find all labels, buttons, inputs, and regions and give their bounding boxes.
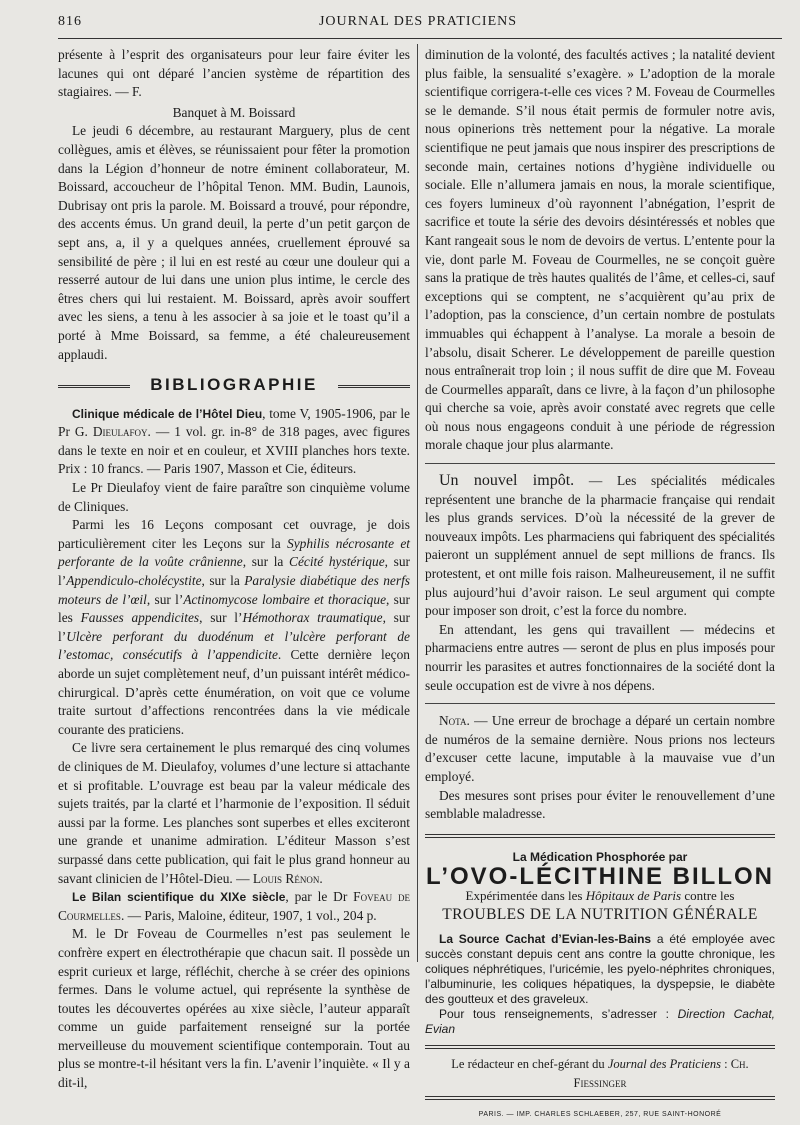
entry-2-author: Foveau de Courmelles (58, 889, 410, 923)
text-run: contre les (681, 887, 735, 903)
italic-text: Hôpitaux de Paris (585, 887, 682, 903)
text-run: Expérimentée dans les (465, 887, 586, 903)
header-rule (58, 38, 782, 39)
ad-contact (425, 1007, 775, 1037)
italic-text: Direction Cachat, Evian (425, 1007, 775, 1037)
text-run: Ce livre sera certainement le plus remarqué des cinq volumes de cliniques de M. Dieulafoy, volumes d’une lecture si attachante et si profitable. L’ouvrage est beau par la valeur médicale des sujets traités, par la clarté et l’harmonie de l’exposition. Il séduit aussi par la forme. Les planches sont superbes et elles exciteront une grande et unanime admiration. L’éditeur Masson s’est surpassé dans cette publication, qui fait le plus grand honneur au savant clinicien de l’Hôtel-Dieu. — (58, 740, 410, 886)
text-run: , sur l’ (146, 591, 184, 607)
impot-paragraph (425, 472, 775, 621)
text-run: , sur les (58, 591, 410, 626)
printer-imprint: PARIS. — IMP. CHARLES SCHLAEBER, 257, RUE SAINT-HONORÉ (478, 1111, 722, 1119)
text-run: , sur l’ (199, 610, 243, 626)
nota-label: Nota. (439, 713, 470, 729)
entry-2-meta-b: . — Paris, Maloine, éditeur, 1907, 1 vol., 204 p. (120, 907, 377, 923)
entry-1-paragraph-2 (58, 516, 410, 739)
ad-line-1: La Médication Phosphorée par (512, 849, 688, 864)
ad-source-paragraph (425, 932, 775, 1007)
intro-paragraph: présente à l’esprit des organisateurs pour leur faire éviter les lacunes qui ont déparé l’ancien système de répartition des stagiaires. — F. (58, 47, 410, 100)
impot-text: — Les spécialités médicales représentent une branche de la pharmacie française qui rendait les plus grands services. D’où la nécessité de la grever de nouveaux impôts. Les pharmaciens qui fabriquent des spécialités paieront un supplément annuel de sept millions de francs. Ils protestent, et ont mille fois raison. Malheureusement, il ne suffit plus aujourd’hui d’avoir raison. Le seul argument qui compte pour imposer son droit, c’est la force du nombre. (425, 473, 775, 619)
italic-title: Ulcère perforant du duodénum et l’ulcère perforant de l’estomac, consécutifs à l’appendicite (58, 628, 410, 663)
banquet-heading: Banquet à M. Boissard (172, 104, 296, 120)
text-run: Parmi les 16 Leçons composant cet ouvrage, je dois particulièrement citer les Leçons sur la (58, 517, 410, 551)
right-column (425, 46, 775, 1125)
section-divider (425, 703, 775, 704)
left-column (58, 46, 410, 1093)
italic-title: Fausses appendicites (80, 610, 200, 626)
text-run: . Cette dernière leçon aborde un sujet complètement neuf, d’un puissant intérêt médico-chirurgical. D’après cette énumération, on voit que ce volume traite surtout d’affections rencontrées dans la vie médicale courante des praticiens. (58, 647, 410, 737)
ad-line-3 (425, 887, 775, 906)
entry-1-meta-a: , tome V, 1905-1906, par le Pr G. (58, 405, 410, 440)
entry-1-author: Dieulafoy (92, 424, 148, 440)
text-run: Le rédacteur en chef-gérant du (451, 1057, 608, 1072)
advertisement-block (425, 848, 775, 1037)
editor-name: : Ch. Fiessinger (573, 1057, 749, 1090)
entry-1-signature: Louis Rénon. (252, 870, 323, 886)
editor-line (425, 1055, 775, 1092)
impot-title: Un nouvel impôt. (439, 472, 575, 490)
italic-title: Paralysie diabétique des nerfs moteurs de l’œil (58, 573, 410, 607)
text-run: Pour tous renseignements, s’adresser : (439, 1007, 678, 1022)
footer-rule (425, 1096, 775, 1100)
entry-1-meta-b: . — 1 vol. gr. in-8° de 318 pages, avec figures dans le texte en noir et en couleur, et XVIII planches hors texte. Prix : 10 francs. — Paris 1907, Masson et Cie, éditeurs. (58, 424, 411, 477)
section-title-bibliographie: BIBLIOGRAPHIE (58, 376, 410, 395)
advertisement-top-rule (425, 834, 775, 838)
italic-title: Cécité hystérique (289, 554, 385, 570)
impot-paragraph-2: En attendant, les gens qui travaillent — médecins et pharmaciens entre autres — seront de plus en plus imposés pour nourrir les parasites et autres fonctionnaires de la société dont la seule occupation est de vivre à nos dépens. (425, 621, 775, 693)
ad-source-text: a été employée avec succès constant depuis cent ans contre la goutte chronique, les coliques néphrétiques, l’uricémie, les pyelo-néphrites chroniques, l’albuminurie, les coliques hépatiques, la dyspepsie, le diabète des goutteux et des graveleux. (425, 932, 776, 1007)
section-divider (425, 463, 775, 464)
entry-1-title: Clinique médicale de l’Hôtel Dieu (72, 406, 263, 421)
italic-title: Hémothorax traumatique (242, 610, 383, 626)
banquet-paragraph: Le jeudi 6 décembre, au restaurant Marguery, plus de cent collègues, amis et élèves, se réunissaient pour fêter la promotion dans la Légion d’honneur de notre éminent collaborateur, M. Boissard, accoucheur de l’hôpital Tenon. MM. Budin, Launois, Dubrisay ont pris la parole. M. Boissard a trouvé, pour répondre, des accents émus. Un grand deuil, la perte d’un petit garçon de sept ans, a, il y a quelques années, cruellement éprouvé sa sensibilité de père ; il lui en est resté au cœur une douleur qui a resserré autour de lui dans une union plus intime, le cercle des êtres chers qui lui restaient. M. Boissard, après avoir souffert avec les siens, a tenu à les associer à sa joie et le toast qu’il a porté à Mme Boissard, sa femme, a été chaleureusement applaudi. (58, 123, 410, 362)
journal-title: JOURNAL DES PRATICIENS (318, 14, 518, 29)
text-run: , sur la (201, 573, 245, 589)
advertisement-bottom-rule (425, 1045, 775, 1049)
entry-2-meta-a: , par le Dr (285, 889, 354, 905)
text-run: , sur l’ (58, 610, 410, 644)
italic-title: Actinomycose lombaire et thoracique (183, 591, 387, 607)
italic-title: Appendiculo-cholécystite (66, 573, 202, 589)
entry-2-citation (58, 888, 410, 925)
ad-product-name: L’OVO-LÉCITHINE BILLON (426, 863, 774, 891)
nota-paragraph-2: Des mesures sont prises pour éviter le renouvellement d’une semblable maladresse. (425, 787, 775, 822)
italic-title: Syphilis nécrosante et perforante de la voûte crânienne (58, 535, 410, 570)
text-run: , sur l’ (58, 554, 410, 589)
continuation-paragraph: diminution de la volonté, des facultés actives ; la natalité devient plus faible, la sensualité s’exagère. » L’adoption de la morale scientifique corrigera-t-elle ces vices ? M. Foveau de Courmelles se le demande. S’il nous était permis de formuler notre avis, nous opinerions très nettement pour la négative. La morale scientifique ne peut jamais que nous inspirer des prescriptions de seconde main, certaines notions d’hygiène individuelle ou sociale. Elle n’allumera jamais en nous, la morale scientifique, ces foyers lumineux d’où rayonnent l’abnégation, l’esprit de sacrifice et toute la série des devoirs désintéressés et nobles que Kant rangeait sous le nom de devoirs de vertus. L’entente pour la vie, dont parle M. Foveau de Courmelles, ne se conçoit guère sans la pratique de très hautes qualités de l’âme, et celles-ci, sauf exceptions qui se comptent, ne s’acquièrent qu’au prix de l’adoption, pas la conscience, d’un certain nombre de postulats immuables qui échappent à l’analyse. La morale a besoin de l’absolu, disait Scherer. Le développement de pareille question nous entraînerait trop loin ; il nous suffit de dire que M. Foveau de Courmelles apparaît, dans ce livre, à la façon d’un philosophe qui cherche sa voie, après avoir constaté avec regrets que celle où nous nous engageons conduit à une période de régression morale chaque jour plus alarmante. (425, 47, 775, 453)
entry-2-paragraph-1: M. le Dr Foveau de Courmelles n’est pas seulement le confrère expert en électrothérapie que chacun sait. Il possède un esprit curieux et large, réfléchit, cherche à se créer des opinions fermes. Dans le volume actuel, qui représente la synthèse de toutes les découvertes opérées au xixe siècle, l’auteur apparaît comme un guide parfaitement renseigné sur la portée merveilleuse du mouvement scientifique contemporain. Tout au plus se montre-t-il hésitant vers la fin. L’avenir l’inquiète. « Il y a dit-il, (58, 926, 410, 1091)
nota-paragraph (425, 712, 775, 786)
entry-2-title: Le Bilan scientifique du XIXe siècle (72, 890, 286, 905)
nota-text: — Une erreur de brochage a déparé un certain nombre de numéros de la semaine dernière. Nous prions nos lecteurs d’excuser cette lacune, imputable à la mauvaise vue d’un employé. (425, 713, 775, 784)
italic-text: Journal des Praticiens (607, 1057, 721, 1072)
entry-1-paragraph-3 (58, 739, 410, 888)
ad-line-4: TROUBLES DE LA NUTRITION GÉNÉRALE (442, 905, 758, 923)
page-header (58, 14, 778, 36)
text-run: , sur la (242, 554, 290, 570)
entry-1-citation (58, 405, 410, 479)
entry-1-paragraph-1: Le Pr Dieulafoy vient de faire paraître son cinquième volume de Cliniques. (58, 480, 410, 514)
page-number: 816 (58, 14, 82, 29)
ad-source-title: La Source Cachat d’Evian-les-Bains (439, 932, 652, 947)
column-divider (417, 44, 418, 962)
